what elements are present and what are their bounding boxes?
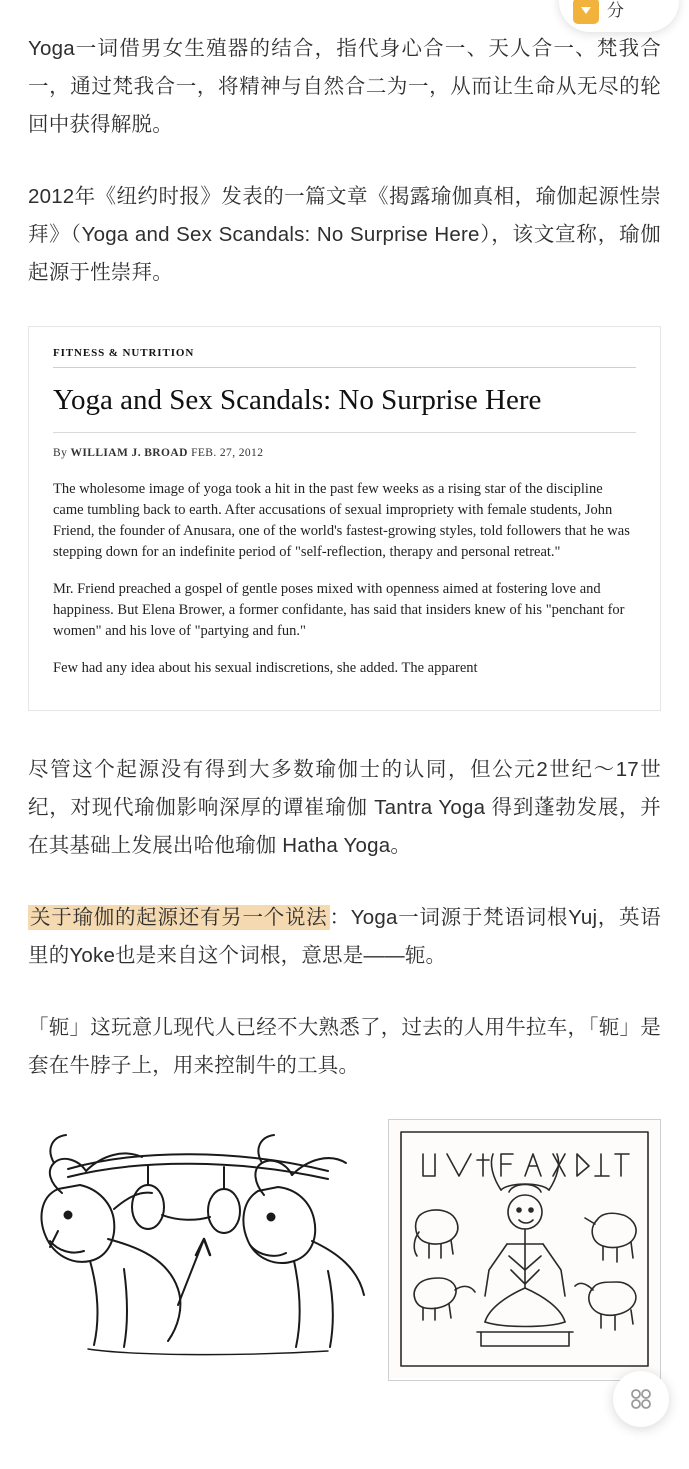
- clipping-paragraph-1: The wholesome image of yoga took a hit in the past few weeks as a rising star of the discipline came tumbling back to earth. After accusations of sexual impropriety with female students, John Friend, the founder of Anusara, one of the world's fastest-growing styles, told followers that he was stepping down for an indefinite period of "self-reflection, therapy and personal retreat.": [53, 481, 630, 560]
- clipping-body: [53, 479, 636, 679]
- clipping-byline: [53, 447, 636, 459]
- paragraph-4-highlighted: [28, 899, 661, 975]
- nyt-article-clipping: [28, 326, 661, 711]
- grid-menu-fab[interactable]: [613, 1371, 669, 1427]
- indus-valley-seal-drawing: [388, 1119, 661, 1381]
- ox-yoke-drawing: [28, 1119, 368, 1364]
- clipping-kicker: FITNESS & NUTRITION: [53, 347, 636, 368]
- byline-author: WILLIAM J. BROAD: [70, 447, 188, 459]
- illustration-row: [28, 1119, 661, 1381]
- grid-menu-icon: [628, 1386, 654, 1412]
- byline-date: FEB. 27, 2012: [191, 447, 264, 459]
- highlighted-text: 关于瑜伽的起源还有另一个说法: [30, 906, 328, 929]
- paragraph-3: 尽管这个起源没有得到大多数瑜伽士的认同，但公元2世纪～17世纪，对现代瑜伽影响深厚的谭崔瑜伽 Tantra Yoga 得到蓬勃发展，并在其基础上发展出哈他瑜伽 Hatha Yoga。: [28, 758, 661, 857]
- share-label: 分: [607, 1, 624, 20]
- clipping-fade-overlay: [29, 676, 660, 710]
- clipping-title: Yoga and Sex Scandals: No Surprise Here: [53, 382, 636, 433]
- clipping-paragraph-3: Few had any idea about his sexual indiscretions, she added. The apparent: [53, 660, 478, 676]
- paragraph-1: Yoga一词借男女生殖器的结合，指代身心合一、天人合一、梵我合一，通过梵我合一，将精神与自然合二为一，从而让生命从无尽的轮回中获得解脱。: [28, 37, 661, 136]
- paragraph-2: 2012年《纽约时报》发表的一篇文章《揭露瑜伽真相，瑜伽起源性崇拜》（Yoga and Sex Scandals: No Surprise Here），该文宣称，瑜伽起源于性崇拜。: [28, 185, 661, 284]
- clipping-paragraph-2: Mr. Friend preached a gospel of gentle poses mixed with openness aimed at fostering love and happiness. But Elena Brower, a former confidante, has said that insiders knew of his "penchant for women" and his love of "partying and fun.": [53, 581, 625, 639]
- paragraph-5: 「轭」这玩意儿现代人已经不大熟悉了，过去的人用牛拉车，「轭」是套在牛脖子上，用来控制牛的工具。: [28, 1016, 661, 1077]
- byline-prefix: By: [53, 447, 68, 459]
- highlighted-paragraph-rest: ：Yoga一词源于梵语词根Yuj，英语里的Yoke也是来自这个词根，意思是——轭。: [28, 906, 661, 967]
